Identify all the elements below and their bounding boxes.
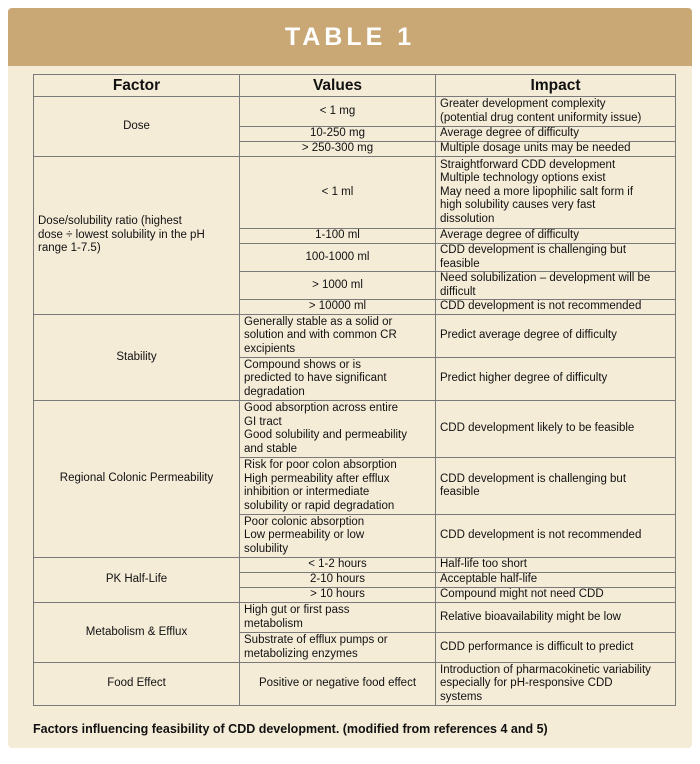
cell-line: Half-life too short [440,558,527,571]
cell-line: Straightforward CDD development [440,158,616,171]
cell-line: difficult [440,285,476,298]
cell-line: 10-250 mg [310,127,365,140]
value-cell [240,97,436,127]
factor-cell [34,663,240,706]
table-panel [8,8,692,748]
value-cell [240,244,436,272]
factors-table [33,74,676,706]
table-row [34,663,676,706]
factor-cell [34,401,240,558]
value-cell [240,573,436,588]
cell-line: CDD development is not recommended [440,300,642,313]
value-cell [240,663,436,706]
cell-line: Poor colonic absorption [244,515,365,528]
table-header-row [34,75,676,97]
cell-line: metabolizing enzymes [244,647,358,660]
cell-line: 100-1000 ml [305,250,370,263]
cell-line: Greater development complexity [440,98,606,110]
impact-cell [436,573,676,588]
impact-cell [436,458,676,515]
value-cell [240,558,436,573]
cell-line: Compound might not need CDD [440,588,604,601]
impact-cell [436,315,676,358]
cell-line: solution and with common CR [244,329,397,342]
column-header-impact: Impact [436,75,676,97]
cell-line: Regional Colonic Permeability [59,472,214,485]
cell-line: PK Half-Life [105,573,168,586]
cell-line: Good absorption across entire [244,402,399,414]
cell-line: excipients [244,342,296,355]
table-row [34,558,676,573]
impact-cell [436,358,676,401]
table-row [34,97,676,127]
value-cell [240,603,436,633]
factor-cell [34,558,240,603]
cell-line: CDD performance is difficult to predict [440,640,634,653]
impact-cell [436,633,676,663]
impact-cell [436,558,676,573]
cell-line: dissolution [440,212,495,225]
value-cell [240,401,436,458]
impact-cell [436,401,676,458]
cell-line: Stability [116,350,157,363]
cell-line: Average degree of difficulty [440,229,579,242]
cell-line: and stable [244,442,298,455]
cell-line: (potential drug content uniformity issue) [440,111,642,124]
value-cell [240,300,436,315]
cell-line: GI tract [244,415,282,428]
table-header-banner [8,8,692,66]
cell-line: degradation [244,385,305,398]
cell-line: < 1-2 hours [308,558,367,571]
cell-line: Introduction of pharmacokinetic variability [440,663,651,676]
cell-line: Dose/solubility ratio (highest [38,215,182,228]
value-cell [240,142,436,157]
cell-line: > 10000 ml [308,300,367,313]
impact-cell [436,127,676,142]
cell-line: CDD development is not recommended [440,529,642,542]
cell-line: Predict average degree of difficulty [440,329,617,342]
cell-line: dose ÷ lowest solubility in the pH [38,228,205,241]
cell-line: Acceptable half-life [440,573,538,586]
cell-line: Food Effect [107,677,166,690]
cell-line: CDD development is challenging but [440,244,627,256]
table-title: TABLE 1 [284,22,416,51]
cell-line: Multiple technology options exist [440,172,606,185]
impact-cell [436,515,676,558]
table-row [34,315,676,358]
cell-line: High permeability after efflux [244,472,390,485]
cell-line: range 1-7.5) [38,242,101,255]
cell-line: < 1 ml [321,185,354,198]
cell-line: Multiple dosage units may be needed [440,142,631,155]
cell-line: CDD development is challenging but [440,472,627,485]
impact-cell [436,588,676,603]
factor-cell [34,97,240,157]
cell-line: predicted to have significant [244,372,387,385]
value-cell [240,315,436,358]
factor-cell [34,157,240,315]
cell-line: high solubility causes very fast [440,199,596,212]
table-row [34,603,676,633]
cell-line: Compound shows or is [244,358,361,371]
cell-line: inhibition or intermediate [244,486,370,498]
table-row [34,401,676,458]
impact-cell [436,663,676,706]
cell-line: Good solubility and permeability [244,429,408,441]
value-cell [240,358,436,401]
cell-line: May need a more lipophilic salt form if [440,185,634,198]
cell-line: > 250-300 mg [301,142,374,155]
value-cell [240,229,436,244]
cell-line: > 10 hours [310,588,365,601]
cell-line: Positive or negative food effect [258,677,417,690]
cell-line: 1-100 ml [315,229,360,242]
cell-line: systems [440,690,483,703]
cell-line: Metabolism & Efflux [85,625,188,638]
impact-cell [436,157,676,229]
impact-cell [436,244,676,272]
value-cell [240,272,436,300]
value-cell [240,633,436,663]
cell-line: Substrate of efflux pumps or [244,634,388,646]
cell-line: Average degree of difficulty [440,127,579,140]
table-row [34,157,676,229]
cell-line: Risk for poor colon absorption [244,459,397,471]
impact-cell [436,229,676,244]
value-cell [240,588,436,603]
value-cell [240,157,436,229]
table-caption: Factors influencing feasibility of CDD development. (modified from references 4 and 5) [33,722,548,736]
cell-line: > 1000 ml [312,278,363,291]
factor-cell [34,603,240,663]
cell-line: CDD development likely to be feasible [440,422,635,435]
cell-line: feasible [440,486,480,498]
table-body [34,97,676,706]
cell-line: Dose [123,119,150,132]
cell-line: 2-10 hours [310,573,365,586]
cell-line: solubility or rapid degradation [244,499,395,512]
cell-line: Relative bioavailability might be low [440,610,621,623]
cell-line: Predict higher degree of difficulty [440,372,608,385]
cell-line: feasible [440,257,480,270]
column-header-factor: Factor [34,75,240,97]
column-header-values: Values [240,75,436,97]
cell-line: Generally stable as a solid or [244,315,393,328]
cell-line: < 1 mg [319,104,356,117]
cell-line: especially for pH-responsive CDD [440,677,613,690]
cell-line: Low permeability or low [244,529,365,542]
cell-line: solubility [244,542,289,555]
impact-cell [436,603,676,633]
value-cell [240,127,436,142]
value-cell [240,458,436,515]
value-cell [240,515,436,558]
impact-cell [436,272,676,300]
impact-cell [436,142,676,157]
factor-cell [34,315,240,401]
cell-line: Need solubilization – development will be [440,272,651,284]
impact-cell [436,300,676,315]
cell-line: metabolism [244,617,303,630]
cell-line: High gut or first pass [244,604,350,616]
impact-cell [436,97,676,127]
